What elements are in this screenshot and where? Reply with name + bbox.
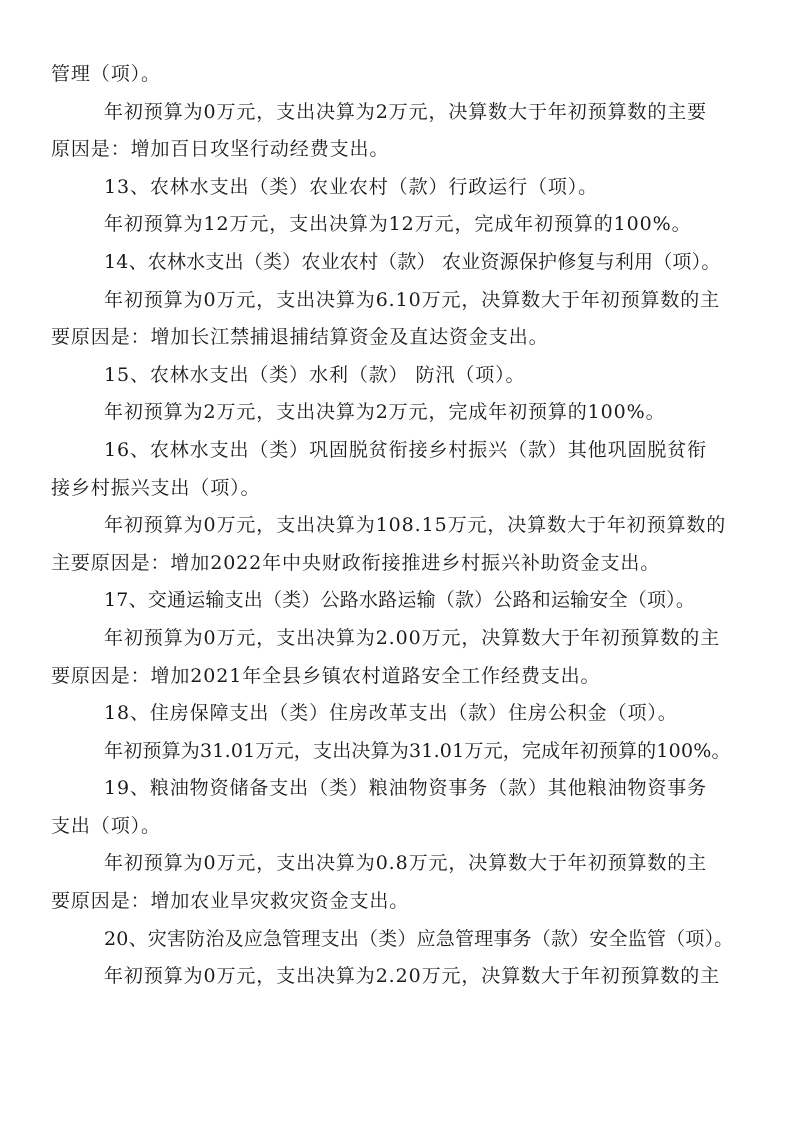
paragraph xyxy=(51,56,751,94)
paragraph xyxy=(51,770,751,845)
text-line: 19、粮油物资储备支出（类）粮油物资事务（款）其他粮油物资事务 xyxy=(104,777,708,800)
text-line: 主要原因是：增加2022年中央财政衔接推进乡村振兴补助资金支出。 xyxy=(51,551,661,574)
paragraph xyxy=(51,357,751,395)
text-line: 支出（项）。 xyxy=(51,814,161,837)
paragraph xyxy=(51,695,751,733)
paragraph xyxy=(51,432,751,507)
paragraph xyxy=(51,845,751,920)
text-line: 年初预算为0万元，支出决算为6.10万元，决算数大于年初预算数的主 xyxy=(104,288,721,311)
text-line: 18、住房保障支出（类）住房改革支出（款）住房公积金（项）。 xyxy=(104,702,678,725)
text-line: 年初预算为31.01万元，支出决算为31.01万元，完成年初预算的100%。 xyxy=(104,739,731,762)
paragraph xyxy=(51,507,751,582)
text-line: 17、交通运输支出（类）公路水路运输（款）公路和运输安全（项）。 xyxy=(104,589,696,612)
paragraph xyxy=(51,733,751,771)
paragraph xyxy=(51,394,751,432)
text-line: 管理（项）。 xyxy=(51,63,161,85)
text-line: 要原因是：增加长江禁捕退捕结算资金及直达资金支出。 xyxy=(51,326,549,349)
text-line: 年初预算为12万元，支出决算为12万元，完成年初预算的100%。 xyxy=(104,213,692,236)
text-line: 年初预算为0万元，支出决算为2.00万元，决算数大于年初预算数的主 xyxy=(104,626,721,649)
text-line: 20、灾害防治及应急管理支出（类）应急管理事务（款）安全监管（项）。 xyxy=(104,927,734,950)
document-body xyxy=(51,56,751,996)
text-line: 13、农林水支出（类）农业农村（款）行政运行（项）。 xyxy=(104,175,599,198)
paragraph xyxy=(51,244,751,282)
paragraph xyxy=(51,620,751,695)
text-line: 年初预算为0万元，支出决算为108.15万元，决算数大于年初预算数的 xyxy=(104,514,727,537)
text-line: 原因是：增加百日攻坚行动经费支出。 xyxy=(51,138,390,161)
text-line: 16、农林水支出（类）巩固脱贫衔接乡村振兴（款）其他巩固脱贫衔 xyxy=(104,438,708,461)
text-line: 年初预算为0万元，支出决算为2万元，决算数大于年初预算数的主要 xyxy=(104,100,708,123)
text-line: 14、农林水支出（类）农业农村（款） 农业资源保护修复与利用（项）。 xyxy=(104,250,721,273)
paragraph xyxy=(51,169,751,207)
text-line: 要原因是：增加农业旱灾救灾资金支出。 xyxy=(51,890,410,913)
text-line: 年初预算为0万元，支出决算为0.8万元，决算数大于年初预算数的主 xyxy=(104,852,708,875)
text-line: 年初预算为0万元，支出决算为2.20万元，决算数大于年初预算数的主 xyxy=(104,965,721,988)
paragraph xyxy=(51,206,751,244)
paragraph xyxy=(51,94,751,169)
text-line: 接乡村振兴支出（项）。 xyxy=(51,476,261,499)
paragraph xyxy=(51,921,751,959)
text-line: 年初预算为2万元，支出决算为2万元，完成年初预算的100%。 xyxy=(104,401,666,424)
text-line: 15、农林水支出（类）水利（款） 防汛（项）。 xyxy=(104,363,526,386)
paragraph xyxy=(51,282,751,357)
paragraph xyxy=(51,582,751,620)
paragraph xyxy=(51,958,751,996)
text-line: 要原因是：增加2021年全县乡镇农村道路安全工作经费支出。 xyxy=(51,664,601,687)
